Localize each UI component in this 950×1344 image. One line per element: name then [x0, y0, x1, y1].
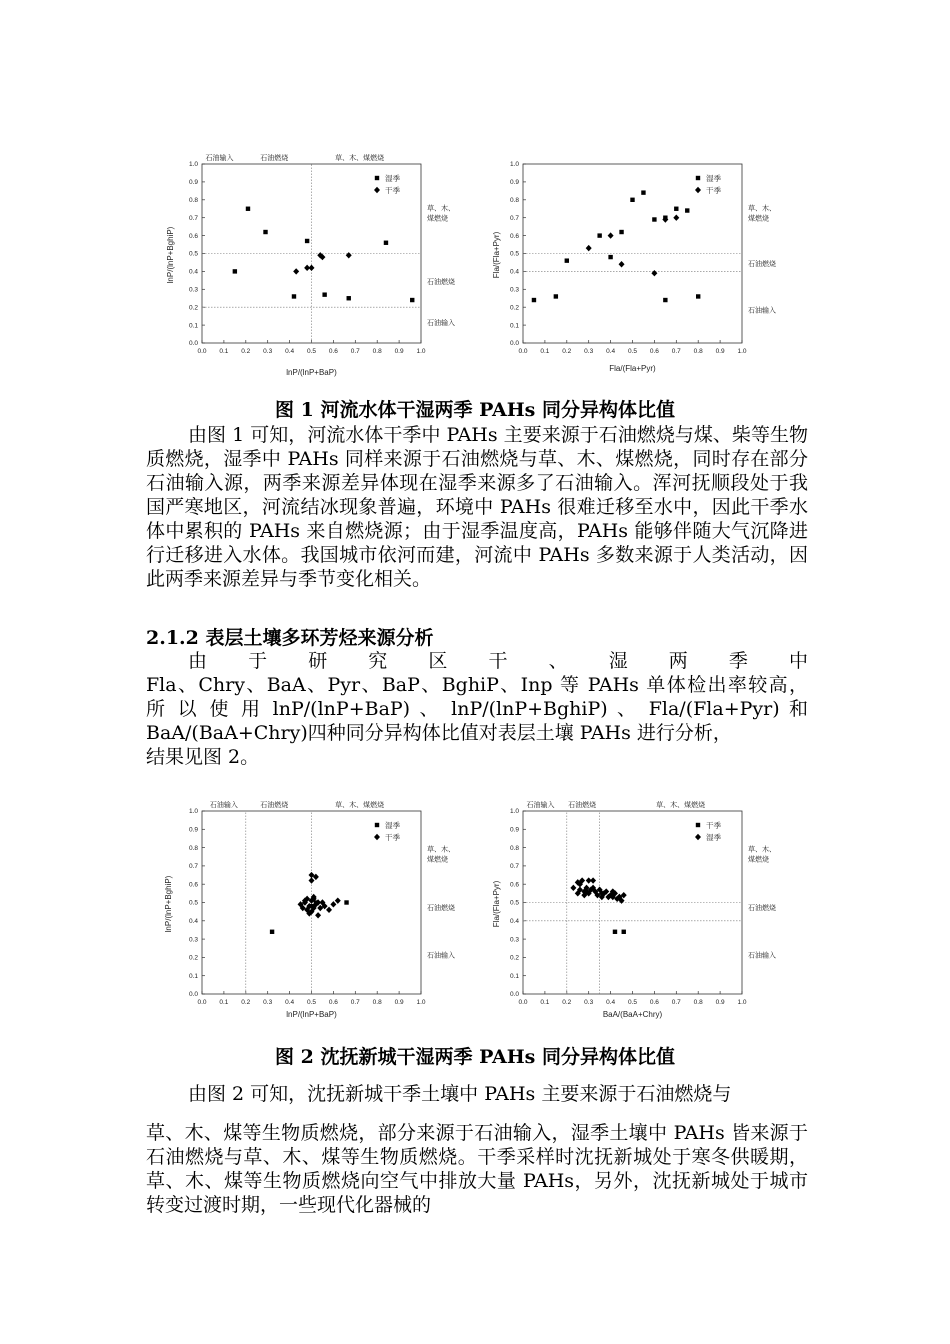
figure-2-left-chart [160, 797, 470, 1027]
x-tick-label: 0.5 [627, 348, 638, 355]
legend-marker [374, 187, 380, 193]
x-tick-label: 0.6 [649, 999, 659, 1006]
data-point [305, 239, 309, 243]
y-axis-label: Fla/(Fla+Pyr) [492, 880, 501, 928]
zone-label-top: 石油输入 [209, 802, 238, 809]
data-point [570, 885, 576, 891]
x-tick-label: 1.0 [416, 348, 426, 355]
x-tick-label: 1.0 [737, 348, 747, 355]
x-tick-label: 0.2 [562, 348, 572, 355]
series-1 [570, 877, 626, 904]
legend-label: 干季 [385, 186, 400, 195]
x-tick-label: 0.1 [540, 999, 550, 1006]
data-point [263, 230, 267, 234]
paragraph-3-line-1: 由图 2 可知，沈抚新城干季土壤中 PAHs 主要来源于石油燃烧与 [188, 1083, 732, 1105]
y-tick-label: 1.0 [188, 161, 198, 169]
x-tick-label: 0.2 [241, 348, 251, 355]
y-tick-label: 0.9 [188, 179, 198, 187]
y-axis-label: Fla/(Fla+Pyr) [492, 231, 501, 279]
x-tick-label: 0.5 [306, 348, 317, 355]
zone-label-top: 石油燃烧 [260, 155, 289, 162]
y-tick-label: 0.3 [188, 936, 198, 944]
x-tick-label: 0.7 [671, 348, 681, 355]
zone-label-top: 石油燃烧 [260, 802, 289, 809]
data-point [586, 245, 592, 251]
series-0 [613, 930, 626, 934]
x-tick-label: 0.9 [715, 348, 725, 355]
x-tick-label: 0.0 [197, 348, 207, 355]
x-tick-label: 0.9 [715, 999, 725, 1006]
legend-marker [696, 823, 700, 827]
zone-label-right: 煤燃烧 [427, 215, 448, 223]
y-tick-label: 0.4 [509, 918, 519, 925]
data-point [663, 298, 667, 302]
y-tick-label: 0.0 [509, 991, 519, 999]
data-point [673, 215, 679, 221]
x-tick-label: 0.5 [306, 999, 317, 1006]
x-tick-label: 1.0 [737, 999, 747, 1006]
zone-label-right: 煤燃烧 [748, 856, 769, 864]
x-tick-label: 0.4 [285, 348, 295, 355]
y-tick-label: 0.1 [188, 322, 198, 330]
y-tick-label: 1.0 [188, 808, 198, 816]
paragraph-1: 由图 1 可知，河流水体干季中 PAHs 主要来源于石油燃烧与煤、柴等生物质燃烧，湿季中 PAHs 同样来源于石油燃烧与草、木、煤燃烧，同时存在部分石油输入源，两季来源差异体现在湿季来源多了石油输入。浑河抚顺段处于我国严寒地区，河流结冰现象普遍，环境中 PAHs 很难迁移至水中，因此干季水体中累积的 PAHs 来自燃烧源；由于湿季温度高，PAHs 能够伴随大气沉降进行迁移进入水体。我国城市依河而建，河流中 PAHs 多数来源于人类活动，因此两季来源差异与季节变化相关。 [146, 424, 808, 590]
y-tick-label: 0.5 [188, 250, 198, 258]
data-point [346, 252, 352, 258]
data-point [651, 270, 657, 276]
x-tick-label: 0.6 [328, 348, 338, 355]
figure-2-caption: 图 2 沈抚新城干湿两季 PAHs 同分异构体比值 [275, 1046, 675, 1068]
x-tick-label: 0.8 [693, 999, 703, 1006]
y-tick-label: 0.6 [188, 232, 198, 240]
y-tick-label: 0.1 [509, 972, 519, 980]
legend-marker [374, 834, 380, 840]
x-tick-label: 0.1 [219, 348, 229, 355]
x-tick-label: 0.4 [285, 999, 295, 1006]
data-point [630, 198, 634, 202]
data-point [619, 261, 625, 267]
y-tick-label: 0.8 [188, 197, 198, 204]
y-tick-label: 0.4 [509, 268, 519, 276]
zone-label-right: 石油燃烧 [748, 261, 776, 269]
x-axis-label: lnP/(lnP+BaP) [286, 1010, 337, 1019]
legend-marker [696, 176, 700, 180]
data-point [608, 255, 612, 259]
section-heading: 2.1.2 表层土壤多环芳烃来源分析 [146, 627, 434, 649]
x-tick-label: 0.1 [540, 348, 550, 355]
series-0 [532, 190, 701, 302]
data-point [233, 269, 237, 273]
data-point [347, 296, 351, 300]
data-point [565, 258, 569, 262]
x-axis-label: lnP/(lnP+BaP) [286, 368, 337, 377]
legend-label: 湿季 [385, 821, 400, 830]
figure-1-left-chart [160, 150, 470, 382]
y-tick-label: 0.1 [509, 322, 519, 330]
y-tick-label: 0.8 [509, 197, 519, 204]
data-point [685, 208, 689, 212]
series-0 [233, 207, 415, 303]
data-point [652, 217, 656, 221]
y-tick-label: 0.8 [509, 844, 519, 852]
x-tick-label: 0.9 [394, 348, 404, 355]
zone-label-right: 石油输入 [427, 320, 455, 328]
series-1 [586, 215, 680, 277]
data-point [270, 930, 274, 934]
zone-label-right: 草、木、 [748, 205, 776, 213]
zone-label-right: 煤燃烧 [427, 856, 448, 864]
legend-label: 湿季 [385, 174, 400, 183]
x-tick-label: 1.0 [416, 999, 426, 1006]
series-1 [298, 872, 341, 919]
paragraph-2-line-5: 结果见图 2。 [146, 746, 260, 768]
x-tick-label: 0.4 [606, 348, 616, 355]
data-point [410, 298, 414, 302]
y-tick-label: 0.8 [188, 844, 198, 852]
x-axis-label: Fla/(Fla+Pyr) [609, 364, 656, 373]
data-point [326, 907, 332, 913]
y-tick-label: 0.7 [188, 863, 198, 871]
y-tick-label: 0.3 [188, 286, 198, 294]
data-point [622, 930, 626, 934]
zone-label-top: 草、木、煤燃烧 [335, 155, 385, 162]
zone-label-right: 草、木、 [748, 846, 776, 854]
legend-marker [695, 834, 701, 840]
y-tick-label: 0.7 [509, 863, 519, 871]
legend-label: 干季 [706, 821, 721, 830]
x-tick-label: 0.7 [671, 999, 681, 1006]
paragraph-2-line-3: 所 以 使 用 lnP/(lnP+BaP) 、 lnP/(lnP+BghiP) 、 Fla/(Fla+Pyr) 和 [146, 698, 808, 720]
legend-label: 干季 [706, 186, 721, 195]
zone-label-top: 石油输入 [205, 155, 234, 162]
x-tick-label: 0.6 [649, 348, 659, 355]
x-tick-label: 0.6 [328, 999, 338, 1006]
legend-marker [695, 187, 701, 193]
x-tick-label: 0.1 [219, 999, 229, 1006]
legend-marker [375, 823, 379, 827]
y-tick-label: 0.4 [188, 268, 198, 276]
figure-1-caption: 图 1 河流水体干湿两季 PAHs 同分异构体比值 [275, 399, 675, 421]
data-point [344, 900, 348, 904]
x-tick-label: 0.3 [263, 999, 273, 1006]
legend-label: 干季 [385, 833, 400, 842]
legend-label: 湿季 [706, 833, 721, 842]
data-point [292, 294, 296, 298]
y-tick-label: 0.1 [188, 972, 198, 980]
x-tick-label: 0.8 [372, 999, 382, 1006]
y-tick-label: 0.2 [188, 304, 198, 312]
y-tick-label: 0.5 [509, 899, 519, 907]
y-tick-label: 0.9 [509, 826, 519, 834]
y-tick-label: 0.0 [188, 991, 198, 999]
y-tick-label: 0.2 [509, 954, 519, 962]
x-tick-label: 0.2 [241, 999, 251, 1006]
y-tick-label: 1.0 [509, 808, 519, 816]
data-point [619, 230, 623, 234]
y-tick-label: 0.7 [188, 214, 198, 222]
x-tick-label: 0.0 [518, 999, 528, 1006]
zone-label-right: 石油输入 [748, 952, 776, 960]
data-point [335, 897, 341, 903]
y-tick-label: 0.2 [188, 954, 198, 962]
x-tick-label: 0.7 [350, 348, 360, 355]
series-1 [293, 252, 352, 275]
data-point [309, 265, 315, 271]
data-point [696, 294, 700, 298]
data-point [590, 877, 596, 883]
y-tick-label: 0.2 [509, 304, 519, 312]
y-axis-label: lnP/(lnP+BghiP) [164, 875, 173, 933]
data-point [309, 877, 315, 883]
x-tick-label: 0.8 [693, 348, 703, 355]
x-tick-label: 0.0 [518, 348, 528, 355]
y-tick-label: 0.6 [509, 232, 519, 240]
y-tick-label: 0.3 [509, 286, 519, 294]
x-tick-label: 0.4 [606, 999, 616, 1006]
x-tick-label: 0.3 [263, 348, 273, 355]
legend-label: 湿季 [706, 174, 721, 183]
paragraph-2-line-1: 由 于 研 究 区 干 、 湿 两 季 中 [188, 650, 808, 672]
y-tick-label: 1.0 [509, 161, 519, 169]
data-point [330, 901, 336, 907]
y-tick-label: 0.9 [509, 179, 519, 187]
zone-label-top: 草、木、煤燃烧 [335, 802, 385, 809]
y-tick-label: 0.6 [509, 881, 519, 889]
y-tick-label: 0.7 [509, 214, 519, 222]
data-point [293, 268, 299, 274]
paragraph-2-line-4: BaA/(BaA+Chry)四种同分异构体比值对表层土壤 PAHs 进行分析， [146, 722, 732, 744]
data-point [532, 298, 536, 302]
x-axis-label: BaA/(BaA+Chry) [602, 1010, 663, 1019]
data-point [315, 912, 321, 918]
y-tick-label: 0.3 [509, 936, 519, 944]
y-tick-label: 0.9 [188, 826, 198, 834]
data-point [674, 207, 678, 211]
data-point [322, 292, 326, 296]
x-tick-label: 0.8 [372, 348, 382, 355]
zone-label-right: 草、木、 [427, 846, 455, 854]
legend-marker [375, 176, 379, 180]
figure-1-right-chart [488, 150, 798, 382]
y-tick-label: 0.0 [188, 340, 198, 348]
zone-label-right: 石油输入 [748, 307, 776, 315]
x-tick-label: 0.7 [350, 999, 360, 1006]
x-tick-label: 0.3 [584, 348, 594, 355]
data-point [608, 232, 614, 238]
data-point [384, 241, 388, 245]
data-point [597, 233, 601, 237]
zone-label-right: 石油燃烧 [748, 904, 776, 912]
zone-label-right: 石油燃烧 [427, 904, 455, 912]
zone-label-right: 草、木、 [427, 205, 455, 213]
data-point [246, 207, 250, 211]
y-tick-label: 0.0 [509, 340, 519, 348]
x-tick-label: 0.5 [627, 999, 638, 1006]
y-axis-label: lnP/(lnP+BghiP) [166, 226, 175, 284]
y-tick-label: 0.6 [188, 881, 198, 889]
paragraph-3: 草、木、煤等生物质燃烧，部分来源于石油输入，湿季土壤中 PAHs 皆来源于石油燃烧与草、木、煤等生物质燃烧。干季采样时沈抚新城处于寒冬供暖期，草、木、煤等生物质燃烧向空气中排放大量 PAHs，另外，沈抚新城处于城市转变过渡时期，一些现代化器械的 [146, 1122, 808, 1216]
paragraph-2-line-2: Fla、Chry、BaA、Pyr、BaP、BghiP、Inp 等 PAHs 单体检出率较高， [146, 674, 808, 696]
zone-label-top: 石油燃烧 [568, 802, 597, 809]
data-point [554, 294, 558, 298]
x-tick-label: 0.0 [197, 999, 207, 1006]
zone-label-right: 石油燃烧 [427, 278, 455, 286]
data-point [641, 190, 645, 194]
y-tick-label: 0.5 [509, 250, 519, 258]
data-point [613, 930, 617, 934]
zone-label-right: 石油输入 [427, 952, 455, 960]
y-tick-label: 0.4 [188, 918, 198, 925]
x-tick-label: 0.2 [562, 999, 572, 1006]
zone-label-right: 煤燃烧 [748, 215, 769, 223]
figure-2-right-chart [488, 797, 798, 1027]
x-tick-label: 0.3 [584, 999, 594, 1006]
zone-label-top: 石油输入 [526, 802, 555, 809]
x-tick-label: 0.9 [394, 999, 404, 1006]
y-tick-label: 0.5 [188, 899, 198, 907]
zone-label-top: 草、木、煤燃烧 [656, 802, 706, 809]
